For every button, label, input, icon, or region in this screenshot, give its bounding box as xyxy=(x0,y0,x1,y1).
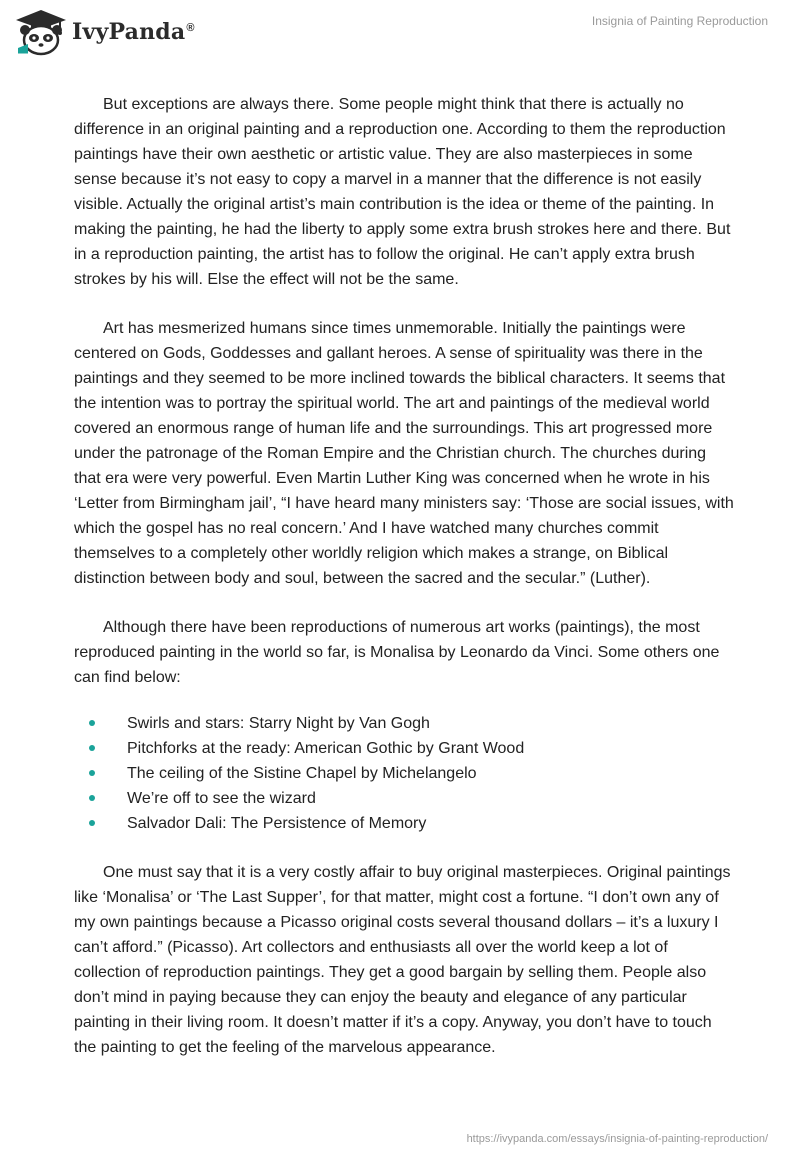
paintings-list xyxy=(74,711,734,836)
essay-body xyxy=(74,92,734,1084)
list-item-text: We’re off to see the wizard xyxy=(127,790,316,807)
list-item xyxy=(74,761,734,786)
list-item-text: Swirls and stars: Starry Night by Van Gogh xyxy=(127,715,430,732)
bullet-dot-icon xyxy=(89,795,95,801)
brand-name: IvyPanda® xyxy=(72,19,195,45)
bullet-dot-icon xyxy=(89,745,95,751)
list-item xyxy=(74,736,734,761)
list-item-text: Salvador Dali: The Persistence of Memory xyxy=(127,815,427,832)
brand-registered-mark: ® xyxy=(186,21,195,34)
bullet-dot-icon xyxy=(89,720,95,726)
list-item-text: The ceiling of the Sistine Chapel by Michelangelo xyxy=(127,765,477,782)
list-item xyxy=(74,786,734,811)
essay-paragraph: One must say that it is a very costly affair to buy original masterpieces. Original paintings like ‘Monalisa’ or ‘The Last Supper’, for that matter, might cost a fortune. “I don’t own any of my own paintings because a Picasso original costs several thousand dollars – it’s a luxury I can’t afford.” (Picasso). Art collectors and enthusiasts all over the world keep a lot of collection of reproduction paintings. They get a good bargain by selling them. People also don’t mind in paying because they can enjoy the beauty and elegance of any particular painting in their living room. It doesn’t matter if it’s a copy. Anyway, you don’t have to touch the painting to get the feeling of the marvelous appearance. xyxy=(74,864,731,1056)
bullet-dot-icon xyxy=(89,770,95,776)
list-item-text: Pitchforks at the ready: American Gothic by Grant Wood xyxy=(127,740,525,757)
brand-logo-link[interactable] xyxy=(14,8,195,56)
essay-paragraph: Art has mesmerized humans since times unmemorable. Initially the paintings were centered on Gods, Goddesses and gallant heroes. A sense of spirituality was there in the paintings and they seemed to be more inclined towards the biblical characters. It seems that the intention was to portray the spiritual world. The art and paintings of the medieval world covered an enormous range of human life and the surroundings. This art progressed more under the patronage of the Roman Empire and the Christian church. The churches during that era were very powerful. Even Martin Luther King was concerned when he wrote in his ‘Letter from Birmingham jail’, “I have heard many ministers say: ‘Those are social issues, with which the gospel has no real concern.’ And I have watched many churches commit themselves to a completely other worldly religion which makes a strange, on Biblical distinction between body and soul, between the sacred and the secular.” (Luther). xyxy=(74,320,734,587)
page-header xyxy=(0,0,800,60)
panda-graduate-icon xyxy=(14,8,68,56)
essay-paragraph: But exceptions are always there. Some people might think that there is actually no difference in an original painting and a reproduction one. According to them the reproduction paintings have their own aesthetic or artistic value. They are also masterpieces in some sense because it’s not easy to copy a marvel in a manner that the difference is not easily visible. Actually the original artist’s main contribution is the idea or theme of the painting. In making the painting, he had the liberty to apply some extra brush strokes here and there. But in a reproduction painting, the artist has to follow the original. He can’t apply extra brush strokes by his will. Else the effect will not be the same. xyxy=(74,96,731,288)
essay-paragraph: Although there have been reproductions of numerous art works (paintings), the most reproduced painting in the world so far, is Monalisa by Leonardo da Vinci. Some others one can find below: xyxy=(74,619,720,686)
document-title: Insignia of Painting Reproduction xyxy=(591,14,768,28)
source-url-link[interactable]: https://ivypanda.com/essays/insignia-of-painting-reproduction/ xyxy=(466,1133,768,1145)
list-item xyxy=(74,811,734,836)
list-item xyxy=(74,711,734,736)
bullet-dot-icon xyxy=(89,820,95,826)
